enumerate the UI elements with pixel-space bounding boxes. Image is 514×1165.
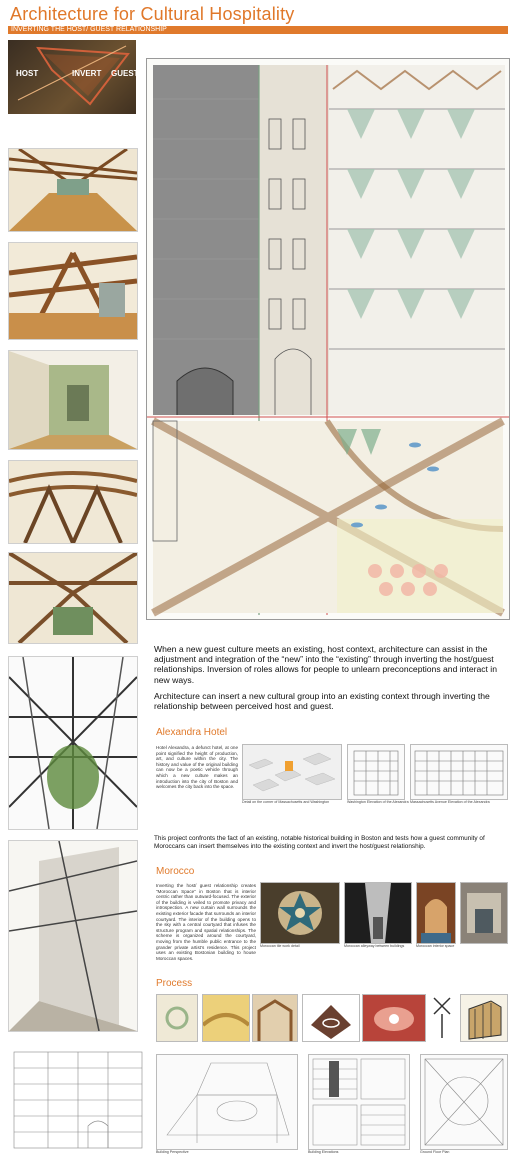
drawing-caption-1: Building Perspective [156,1150,189,1154]
building-perspective-drawing [156,1054,298,1150]
moroccan-interior-photo [416,882,456,944]
morocco-caption-1: Moroccan tile work detail [260,944,300,948]
morocco-body: Inverting the host/ guest relationship creates “Moroccan Space” in Boston that is interior centric rather than outward-focused. The exterior of the building is veiled to promote privacy and introspection. A new curtain wall surrounds the existing exterior facade that surrounds an interior courtyard. The interior of the building opens to the sky with a central courtyard that infuses the structure program and spatial relationships. The scheme is organized around the courtyard, moving from the humble public entrance to the grander private artist’s residence. This project uses an existing Bostonian building to house Moroccan spaces. [156,883,256,961]
alexandra-heading: Alexandra Hotel [156,727,228,738]
alexandra-caption-3: Massachusetts Avenue Elevation of the Alexandra [410,800,490,804]
page-subtitle: INVERTING THE HOST/ GUEST RELATIONSHIP [11,26,167,33]
alexandra-model-photo [242,744,342,800]
elevation-plan-drawing [146,58,510,620]
interior-sketch-3 [8,350,138,450]
morocco-caption-2: Moroccan alleyway between buildings [344,944,405,948]
interior-sketch-5 [8,552,138,644]
ground-floor-plan-drawing [420,1054,508,1150]
interior-sketch-4 [8,460,138,544]
alexandra-massachusetts-elevation [410,744,508,800]
drawing-caption-2: Building Elevations [308,1150,339,1154]
interior-sketch-1 [8,148,138,232]
alexandra-caption-2: Washington Elevation of the Alexandra [347,800,409,804]
project-statement: This project confronts the fact of an existing, notable historical building in Boston and tests how a guest community of Moroccans can insert themselves into the existing context and invert the host/guest relationship. [154,835,485,851]
process-model-4 [302,994,360,1042]
hero-guest-label: GUEST [111,69,139,78]
page-title: Architecture for Cultural Hospitality [10,4,295,24]
process-heading: Process [156,978,193,989]
intro-paragraph-1: When a new guest culture meets an existing, host context, architecture can assist in the adjustment and integration of the “new” into the “existing” through inverting the host/guest relationships. Inversion of roles allows for people to unlearn preconceptions and interact in new ways. [154,644,497,685]
alexandra-body: Hotel Alexandra, a defunct hotel, at one point signified the height of production, art, and culture within the city. The history and value of the original building can now be a poetic vehicle through which a new culture makes an introduction into the city of Boston and welcomes the city back into the space. [156,745,238,790]
process-model-6 [430,994,454,1040]
hero-image [8,40,139,114]
moroccan-tile-photo [260,882,340,944]
structure-sketch [8,656,138,830]
morocco-heading: Morocco [156,866,195,877]
building-elevations-drawing [308,1054,410,1150]
morocco-caption-3: Moroccan interior space [416,944,455,948]
drawing-caption-3: Ground Floor Plan [420,1150,450,1154]
alexandra-caption-1: Detail on the corner of Massachusetts and Washington [242,800,330,804]
moroccan-alley-photo [344,882,412,944]
process-model-5 [362,994,426,1042]
process-model-3 [252,994,298,1042]
process-model-2 [202,994,250,1042]
intro-paragraph-2: Architecture can insert a new cultural group into an existing context through inverting the relationship between perceived host and guest. [154,691,490,712]
corridor-sketch [8,840,138,1032]
hero-host-label: HOST [16,69,39,78]
section-drawing [8,1046,148,1152]
hero-invert-label: INVERT [72,69,102,78]
moroccan-courtyard-photo [460,882,508,944]
process-model-7 [460,994,508,1042]
process-model-1 [156,994,198,1042]
alexandra-washington-elevation [347,744,405,800]
interior-sketch-2 [8,242,138,340]
